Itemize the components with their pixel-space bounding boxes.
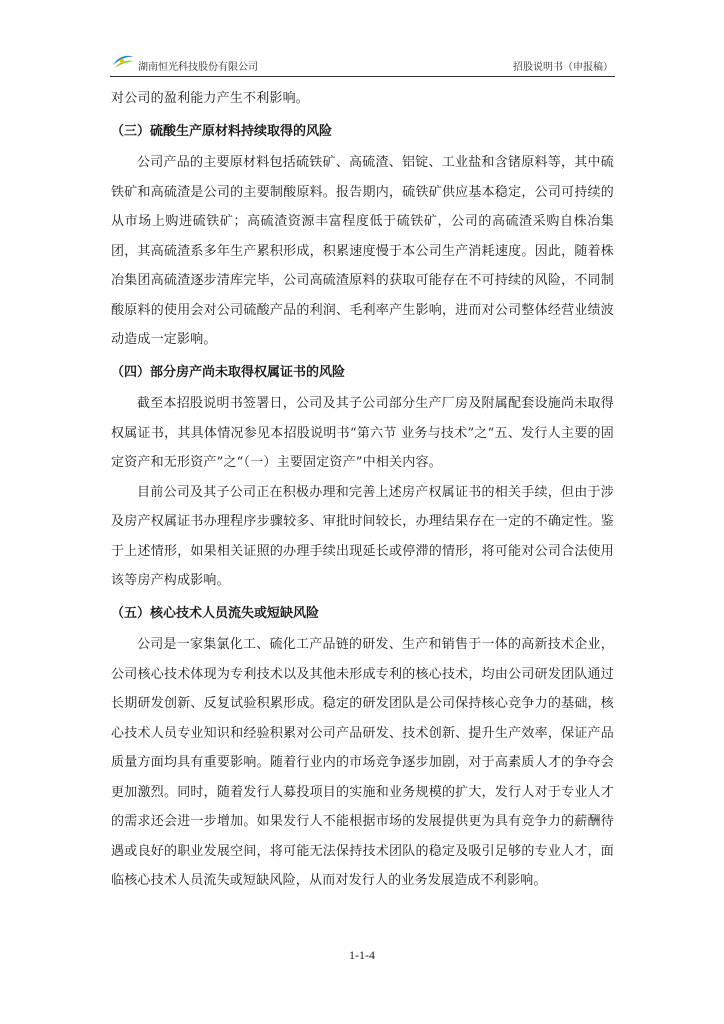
document-title: 招股说明书（申报稿） [513,62,613,73]
page-number: 1-1-4 [349,948,375,962]
paragraph-continuation: 对公司的盈利能力产生不利影响。 [111,91,310,106]
paragraph-raw-materials: 公司产品的主要原材料包括硫铁矿、高硫渣、铝锭、工业盐和含锗原料等，其中硫铁矿和高硫渣是公司的主要制酸原料。报告期内，硫铁矿供应基本稳定，公司可持续的从市场上购进硫铁矿；高硫渣资源丰富程度低于硫铁矿，公司的高硫渣采购自株冶集团，其高硫渣系多年生产累积形成，积累速度慢于本公司生产消耗速度。因此，随着株冶集团高硫渣逐步清库完毕，公司高硫渣原料的获取可能存在不可持续的风险，不同制酸原料的使用会对公司硫酸产品的利润、毛利率产生影响，进而对公司整体经营业绩波动造成一定影响。 [111,155,614,347]
page-header [110,52,615,77]
page-body [111,84,614,896]
company-logo-icon [110,52,136,72]
section-heading-5: （五）核心技术人员流失或短缺风险 [111,605,320,621]
company-name: 湖南恒光科技股份有限公司 [138,62,258,73]
section-heading-4: （四）部分房产尚未取得权属证书的风险 [111,364,346,380]
paragraph-certificate-process: 目前公司及其子公司正在积极办理和完善上述房产权属证书的相关手续，但由于涉及房产权属证书办理程序步骤较多、审批时间较长，办理结果存在一定的不确定性。鉴于上述情形，如果相关证照的办理手续出现延长或停滞的情形，将可能对公司合法使用该等房产构成影响。 [111,484,614,588]
paragraph-property-certificates: 截至本招股说明书签署日，公司及其子公司部分生产厂房及附属配套设施尚未取得权属证书，其具体情况参见本招股说明书“第六节 业务与技术”之“五、发行人主要的固定资产和无形资产”之“（一）主要固定资产”中相关内容。 [111,396,614,470]
section-heading-3: （三）硫酸生产原材料持续取得的风险 [111,123,333,139]
paragraph-core-staff: 公司是一家集氯化工、硫化工产品链的研发、生产和销售于一体的高新技术企业，公司核心技术体现为专利技术以及其他未形成专利的核心技术，均由公司研发团队通过长期研发创新、反复试验积累形成。稳定的研发团队是公司保持核心竞争力的基础，核心技术人员专业知识和经验积累对公司产品研发、技术创新、提升生产效率，保证产品质量方面均具有重要影响。随着行业内的市场竞争逐步加剧，对于高素质人才的争夺会更加激烈。同时，随着发行人募投项目的实施和业务规模的扩大，发行人对于专业人才的需求还会进一步增加。如果发行人不能根据市场的发展提供更为具有竞争力的薪酬待遇或良好的职业发展空间，将可能无法保持技术团队的稳定及吸引足够的专业人才，面临核心技术人员流失或短缺风险，从而对发行人的业务发展造成不利影响。 [111,637,614,888]
